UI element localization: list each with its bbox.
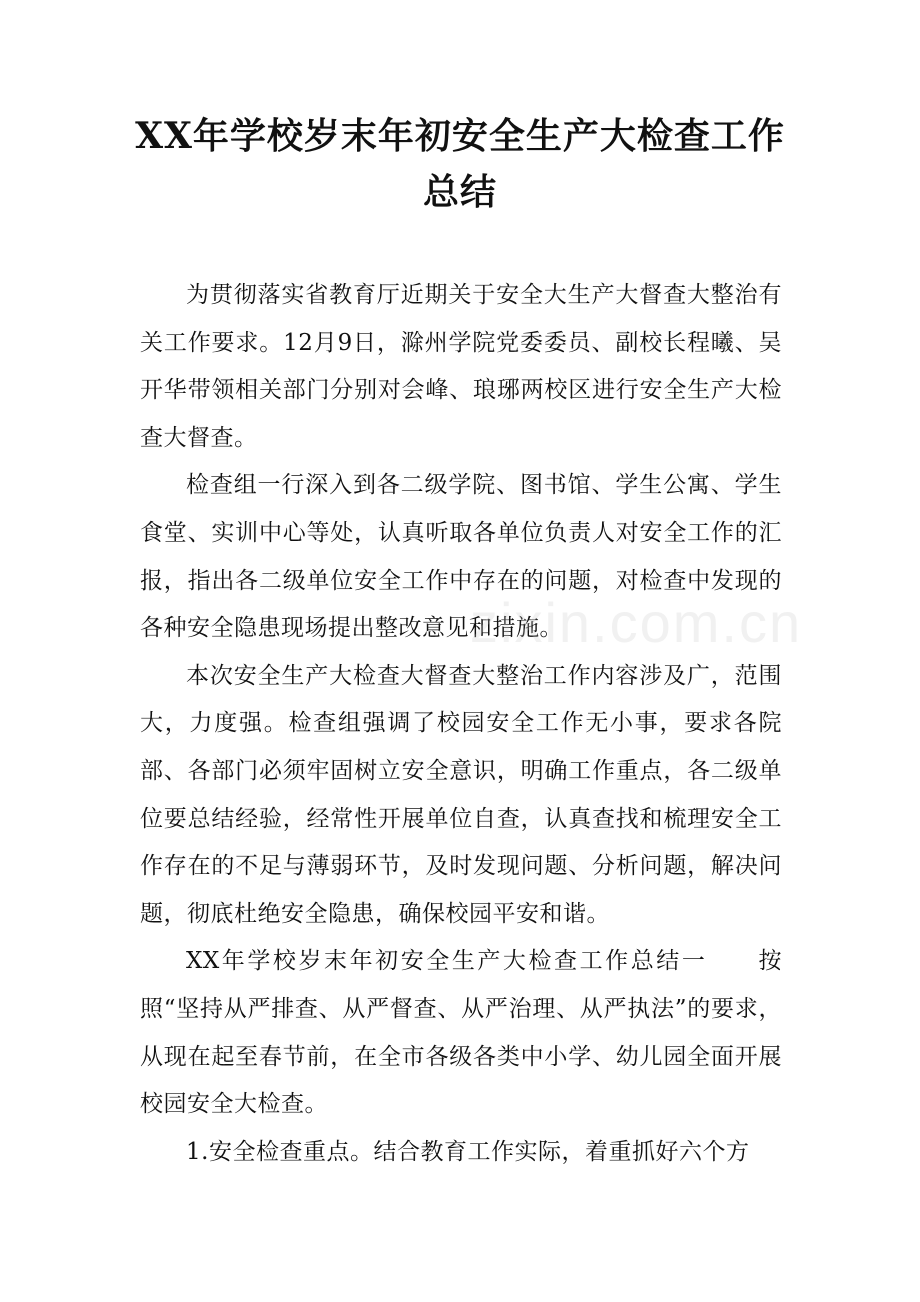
watermark: zixin.com.cn [470, 591, 803, 654]
paragraph-1: 为贯彻落实省教育厅近期关于安全大生产大督查大整治有关工作要求。12月9日，滁州学院党委委员、副校长程曦、吴开华带领相关部门分别对会峰、琅琊两校区进行安全生产大检查大督查。 [140, 282, 782, 451]
title-line-2: 总结 [422, 171, 497, 213]
title-line-1: XX年学校岁末年初安全生产大检查工作 [135, 115, 785, 157]
document-body [140, 272, 782, 1176]
document-title [120, 108, 800, 220]
paragraph-2: 检查组一行深入到各二级学院、图书馆、学生公寓、学生食堂、实训中心等处，认真听取各单位负责人对安全工作的汇报，指出各二级单位安全工作中存在的问题，对检查中发现的各种安全隐患现场提出整改意见和措施。 [140, 472, 782, 642]
paragraph-4: XX年学校岁末年初安全生产大检查工作总结一 按照“坚持从严排查、从严督查、从严治理、从严执法”的要求，从现在起至春节前，在全市各级各类中小学、幼儿园全面开展校园安全大检查。 [140, 948, 782, 1118]
paragraph-5: 1.安全检查重点。结合教育工作实际，着重抓好六个方 [186, 1138, 750, 1165]
paragraph-3: 本次安全生产大检查大督查大整治工作内容涉及广，范围大，力度强。检查组强调了校园安全工作无小事，要求各院部、各部门必须牢固树立安全意识，明确工作重点，各二级单位要总结经验，经常性开展单位自查，认真查找和梳理安全工作存在的不足与薄弱环节，及时发现问题、分析问题，解决问题，彻底杜绝安全隐患，确保校园平安和谐。 [140, 662, 782, 927]
